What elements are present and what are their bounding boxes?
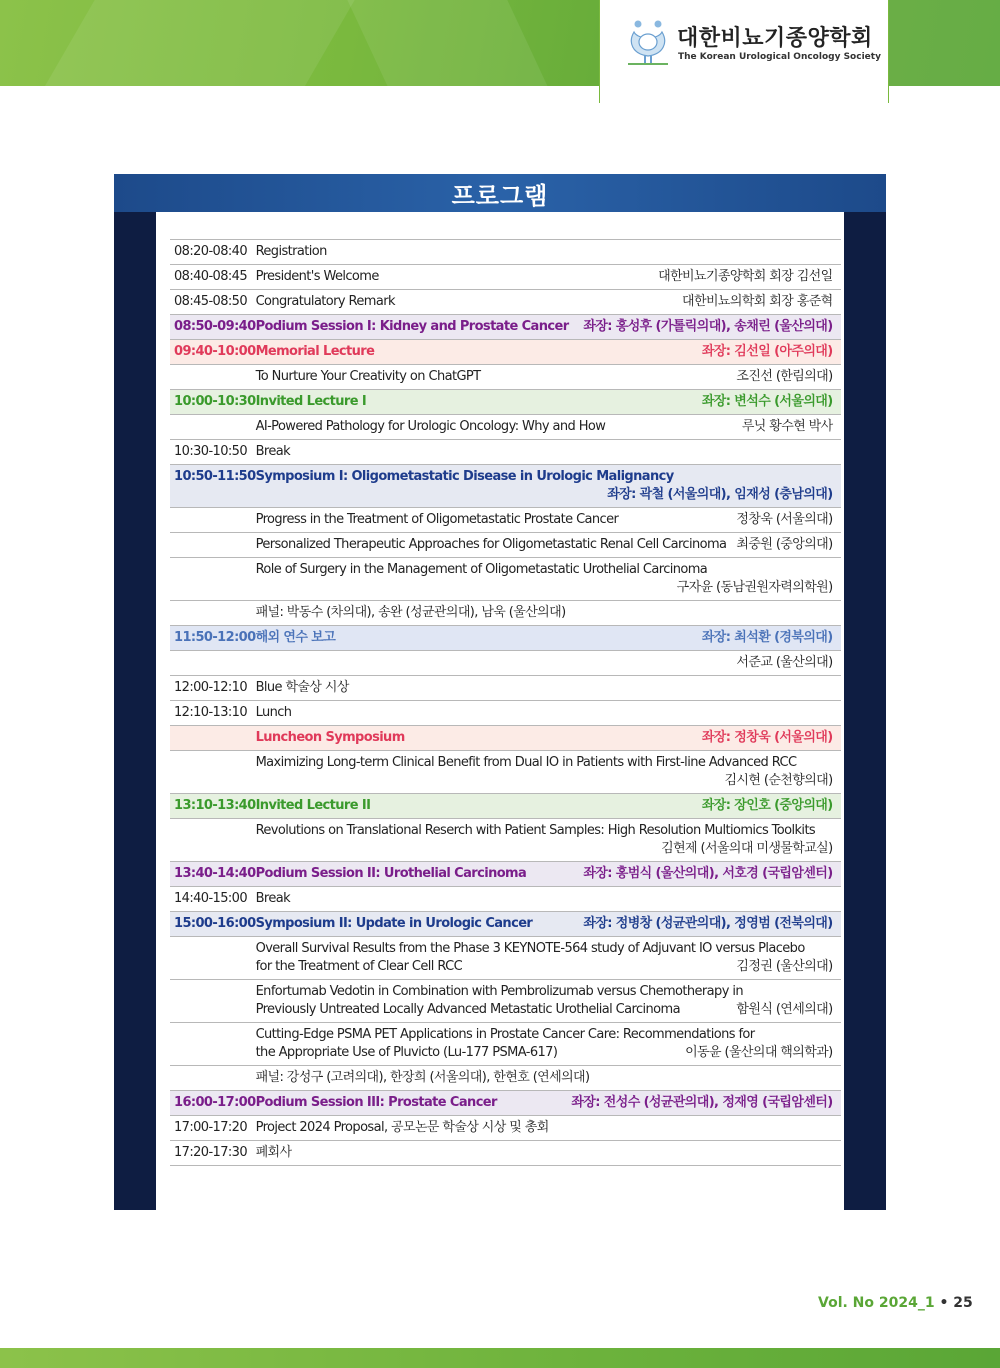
program-row <box>170 508 841 533</box>
program-row <box>170 819 841 862</box>
speaker-name: 이동윤 (울산의대 핵의학과) <box>685 1045 833 1060</box>
time-slot <box>170 819 256 862</box>
speaker-or-chair: 좌장: 홍성후 (가톨릭의대), 송채린 (울산의대) <box>583 319 833 334</box>
session-title: Invited Lecture II <box>255 798 371 813</box>
session-details <box>256 240 841 265</box>
session-title: Memorial Lecture <box>255 344 375 359</box>
speaker-or-chair: 김현제 (서울의대 미생물학교실) <box>661 841 833 856</box>
session-details <box>256 626 841 651</box>
session-details <box>256 265 841 290</box>
session-title: AI-Powered Pathology for Urologic Oncology: Why and How <box>255 419 606 434</box>
time-slot <box>170 726 256 751</box>
speaker-or-chair: 조진선 (한림의대) <box>736 369 833 384</box>
session-title: Podium Session III: Prostate Cancer <box>255 1095 497 1110</box>
time-slot <box>170 1023 256 1066</box>
speaker-or-chair: 대한비뇨기종양학회 회장 김선일 <box>658 269 833 284</box>
session-title: Symposium II: Update in Urologic Cancer <box>255 916 533 931</box>
time-slot: 08:40-08:45 <box>170 265 256 290</box>
time-slot: 10:30-10:50 <box>170 440 256 465</box>
session-title: 해외 연수 보고 <box>255 630 336 645</box>
program-row <box>170 265 841 290</box>
session-details <box>256 340 841 365</box>
session-title: Personalized Therapeutic Approaches for Oligometastatic Renal Cell Carcinoma <box>255 537 727 552</box>
time-slot <box>170 980 256 1023</box>
time-slot: 14:40-15:00 <box>170 887 256 912</box>
session-title: To Nurture Your Creativity on ChatGPT <box>255 369 481 384</box>
program-row <box>170 440 841 465</box>
session-title: Revolutions on Translational Reserch with Patient Samples: High Resolution Multiomics Toolkits <box>255 823 816 838</box>
program-row <box>170 340 841 365</box>
time-slot <box>170 533 256 558</box>
time-slot: 12:10-13:10 <box>170 701 256 726</box>
session-title-continued: for the Treatment of Clear Cell RCC <box>255 959 463 974</box>
program-row <box>170 1116 841 1141</box>
program-frame <box>114 174 886 1210</box>
session-details <box>256 819 841 862</box>
time-slot: 17:20-17:30 <box>170 1141 256 1166</box>
session-details <box>256 1091 841 1116</box>
title-bar <box>114 174 886 212</box>
time-slot <box>170 651 256 676</box>
time-slot: 10:00-10:30 <box>170 390 256 415</box>
session-title: Podium Session II: Urothelial Carcinoma <box>255 866 527 881</box>
page-title: 프로그램 <box>451 182 549 210</box>
session-title: Cutting-Edge PSMA PET Applications in Prostate Cancer Care: Recommendations for <box>255 1027 755 1042</box>
footer-band <box>0 1348 1000 1368</box>
session-details <box>256 726 841 751</box>
speaker-or-chair: 좌장: 변석수 (서울의대) <box>701 394 833 409</box>
session-details <box>256 1141 841 1166</box>
session-details <box>256 315 841 340</box>
session-details <box>256 794 841 819</box>
speaker-or-chair: 대한비뇨의학회 회장 홍준혁 <box>682 294 833 309</box>
speaker-or-chair: 최중원 (중앙의대) <box>736 537 833 552</box>
session-details <box>256 751 841 794</box>
program-row <box>170 1091 841 1116</box>
program-row <box>170 980 841 1023</box>
time-slot <box>170 601 256 626</box>
page-number: 25 <box>953 1295 973 1311</box>
session-title-continued: Previously Untreated Locally Advanced Metastatic Urothelial Carcinoma <box>255 1002 680 1017</box>
program-row <box>170 315 841 340</box>
session-details <box>256 290 841 315</box>
session-details <box>256 390 841 415</box>
speaker-or-chair: 좌장: 홍범식 (울산의대), 서호경 (국립암센터) <box>583 866 833 881</box>
speaker-or-chair: 좌장: 장인호 (중앙의대) <box>701 798 833 813</box>
program-row <box>170 290 841 315</box>
time-slot: 08:50-09:40 <box>170 315 256 340</box>
speaker-or-chair: 좌장: 정병창 (성균관의대), 정영범 (전북의대) <box>583 916 833 931</box>
session-details <box>256 862 841 887</box>
session-details <box>256 533 841 558</box>
program-row <box>170 240 841 265</box>
session-details <box>256 912 841 937</box>
program-row <box>170 415 841 440</box>
time-slot <box>170 751 256 794</box>
program-table <box>170 239 841 1166</box>
session-details <box>256 701 841 726</box>
program-row <box>170 365 841 390</box>
session-details <box>256 937 841 980</box>
program-row <box>170 701 841 726</box>
time-slot <box>170 415 256 440</box>
time-slot: 08:45-08:50 <box>170 290 256 315</box>
session-title: Symposium I: Oligometastatic Disease in Urologic Malignancy <box>255 469 674 484</box>
program-row <box>170 626 841 651</box>
time-slot <box>170 937 256 980</box>
program-row <box>170 676 841 701</box>
time-slot <box>170 365 256 390</box>
session-details <box>256 1066 841 1091</box>
session-title: Lunch <box>255 705 292 720</box>
program-row <box>170 1066 841 1091</box>
session-title: Congratulatory Remark <box>255 294 395 309</box>
session-title: Maximizing Long-term Clinical Benefit from Dual IO in Patients with First-line Advanced RCC <box>255 755 797 770</box>
program-row <box>170 937 841 980</box>
session-details <box>256 465 841 508</box>
session-details <box>256 558 841 601</box>
speaker-or-chair: 김시현 (순천향의대) <box>724 773 833 788</box>
session-title: Registration <box>255 244 327 259</box>
program-row <box>170 887 841 912</box>
program-row <box>170 912 841 937</box>
session-title: Break <box>255 891 291 906</box>
society-logo <box>599 0 889 103</box>
speaker-name: 김정권 (울산의대) <box>736 959 833 974</box>
session-details <box>256 415 841 440</box>
page-footer <box>818 1295 973 1311</box>
time-slot: 13:10-13:40 <box>170 794 256 819</box>
session-title: Invited Lecture I <box>255 394 367 409</box>
program-row <box>170 1023 841 1066</box>
speaker-or-chair: 좌장: 곽철 (서울의대), 임재성 (충남의대) <box>607 487 833 502</box>
program-row <box>170 794 841 819</box>
time-slot <box>170 1066 256 1091</box>
session-details <box>256 440 841 465</box>
session-title: Overall Survival Results from the Phase 3 KEYNOTE-564 study of Adjuvant IO versus Placebo <box>255 941 805 956</box>
speaker-or-chair: 구자윤 (동남권원자력의학원) <box>676 580 833 595</box>
program-row <box>170 601 841 626</box>
session-details <box>256 676 841 701</box>
session-details <box>256 508 841 533</box>
session-details <box>256 651 841 676</box>
speaker-or-chair: 서준교 (울산의대) <box>736 655 833 670</box>
society-name-korean: 대한비뇨기종양학회 <box>677 26 873 51</box>
session-details <box>256 365 841 390</box>
program-row <box>170 751 841 794</box>
time-slot: 15:00-16:00 <box>170 912 256 937</box>
session-title: Luncheon Symposium <box>255 730 405 745</box>
speaker-or-chair: 루닛 황수현 박사 <box>741 419 833 434</box>
volume-label: Vol. No 2024_1 <box>818 1295 935 1311</box>
session-title-continued: the Appropriate Use of Pluvicto (Lu-177 PSMA-617) <box>255 1045 558 1060</box>
session-title: President's Welcome <box>255 269 379 284</box>
program-row <box>170 390 841 415</box>
session-title: Role of Surgery in the Management of Oligometastatic Urothelial Carcinoma <box>255 562 708 577</box>
program-row <box>170 1141 841 1166</box>
time-slot: 16:00-17:00 <box>170 1091 256 1116</box>
session-title: Progress in the Treatment of Oligometastatic Prostate Cancer <box>255 512 619 527</box>
time-slot <box>170 558 256 601</box>
program-row <box>170 465 841 508</box>
session-title: Blue 학술상 시상 <box>255 680 349 695</box>
program-row <box>170 558 841 601</box>
session-details <box>256 887 841 912</box>
session-title: 패널: 강성구 (고려의대), 한장희 (서울의대), 한현호 (연세의대) <box>255 1070 590 1085</box>
time-slot: 12:00-12:10 <box>170 676 256 701</box>
society-emblem-icon <box>626 18 670 66</box>
time-slot: 17:00-17:20 <box>170 1116 256 1141</box>
time-slot <box>170 508 256 533</box>
session-details <box>256 601 841 626</box>
speaker-or-chair: 정창욱 (서울의대) <box>736 512 833 527</box>
time-slot: 11:50-12:00 <box>170 626 256 651</box>
program-row <box>170 862 841 887</box>
session-title: Podium Session I: Kidney and Prostate Cancer <box>255 319 569 334</box>
speaker-or-chair: 좌장: 김선일 (아주의대) <box>701 344 833 359</box>
program-row <box>170 651 841 676</box>
speaker-name: 함원식 (연세의대) <box>736 1002 833 1017</box>
session-title: 폐회사 <box>255 1145 292 1160</box>
program-sheet <box>156 212 844 1210</box>
session-details <box>256 1023 841 1066</box>
session-title: 패널: 박동수 (차의대), 송완 (성균관의대), 남욱 (울산의대) <box>255 605 566 620</box>
session-title: Project 2024 Proposal, 공모논문 학술상 시상 및 총회 <box>255 1120 549 1135</box>
society-name-english: The Korean Urological Oncology Society <box>678 52 881 62</box>
time-slot: 10:50-11:50 <box>170 465 256 508</box>
time-slot: 08:20-08:40 <box>170 240 256 265</box>
speaker-or-chair: 좌장: 전성수 (성균관의대), 정재영 (국립암센터) <box>571 1095 833 1110</box>
session-details <box>256 1116 841 1141</box>
session-title: Break <box>255 444 291 459</box>
speaker-or-chair: 좌장: 최석환 (경북의대) <box>701 630 833 645</box>
time-slot: 13:40-14:40 <box>170 862 256 887</box>
time-slot: 09:40-10:00 <box>170 340 256 365</box>
session-title: Enfortumab Vedotin in Combination with Pembrolizumab versus Chemotherapy in <box>255 984 743 999</box>
program-row <box>170 533 841 558</box>
speaker-or-chair: 좌장: 정창욱 (서울의대) <box>701 730 833 745</box>
footer-bullet: • <box>939 1295 949 1311</box>
session-details <box>256 980 841 1023</box>
program-row <box>170 726 841 751</box>
